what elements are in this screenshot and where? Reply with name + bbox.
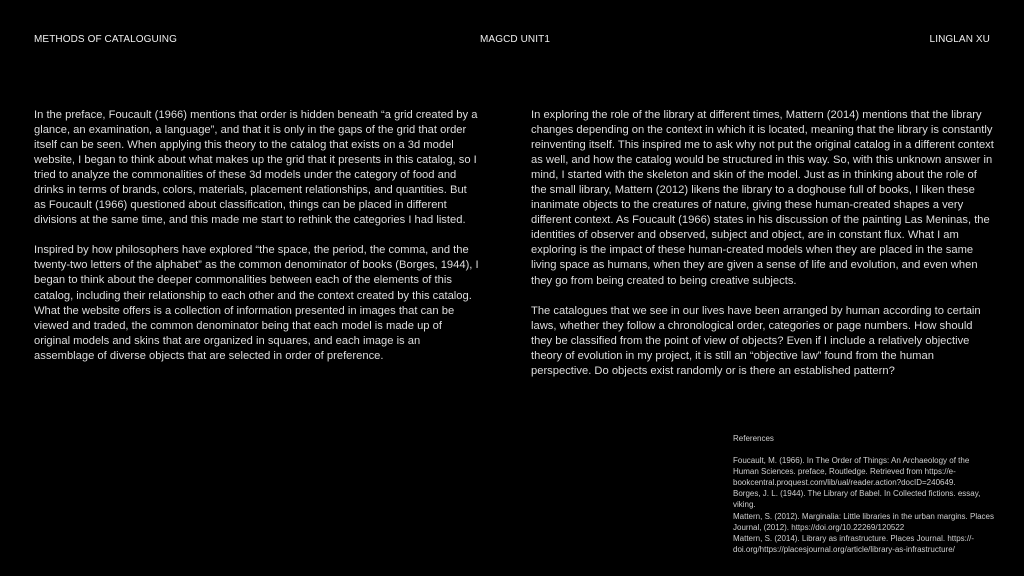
reference-entry: Mattern, S. (2014). Library as infrastructure. Places Journal. https://-doi.org/https://placesjournal.org/article/library-as-infrastructure/ bbox=[733, 533, 974, 554]
reference-entry: Foucault, M. (1966). In The Order of Things: An Archaeology of the Human Sciences. preface, Routledge. Retrieved from https://e-bookcentral.proquest.com/lib/ual/reader.action?docID=240649. bbox=[733, 456, 970, 488]
left-paragraph-2: Inspired by how philosophers have explored “the space, the period, the comma, and the twenty-two letters of the alphabet” as the common denominator of books (Borges, 1944), I began to think about the deeper commonalities between each of the elements of this catalog, including their relationship to each other and the context created by this catalog. What the website offers is a collection of information presented in images that can be viewed and traded, the common denominator being that each model is made up of original models and skins that are organized in squares, and each image is an assemblage of diverse objects that are selected in order of preference. bbox=[34, 244, 479, 362]
right-column bbox=[531, 108, 994, 394]
reference-entry: Mattern, S. (2012). Marginalia: Little libraries in the urban margins. Places Journal, (2012). https://doi.org/10.22269/120522 bbox=[733, 511, 995, 532]
references-section bbox=[733, 433, 995, 555]
header-center-title: MAGCD UNIT1 bbox=[480, 34, 550, 45]
right-paragraph-1: In exploring the role of the library at different times, Mattern (2014) mentions that the library changes depending on the context in which it is located, meaning that the library is constantly reinventing itself. This inspired me to ask why not put the original catalog in a different context as well, and how the catalog would be structured in this way. So, with this unknown answer in mind, I started with the skeleton and skin of the model. Just as in thinking about the role of the small library, Mattern (2012) likens the library to a doghouse full of books, I liken these inanimate objects to the creatures of nature, giving these human-created shapes a very different context. As Foucault (1966) states in his discussion of the painting Las Meninas, the identities of observer and observed, subject and object, are in constant flux. What I am exploring is the impact of these human-created models when they are placed in the same living space as humans, when they are given a sense of life and evolution, and even when they go from being created to being creative subjects. bbox=[531, 109, 994, 287]
left-paragraph-1: In the preface, Foucault (1966) mentions that order is hidden beneath “a grid created by a glance, an examination, a language”, and that it is only in the gaps of the grid that order itself can be seen. When applying this theory to the catalog that exists on a 3d model website, I began to think about what makes up the grid that it presents in this catalog, so I tried to analyze the commonalities of these 3d models under the category of food and drinks in terms of brands, colors, materials, placement relationships, and quantities. But as Foucault (1966) questioned about classification, things can be placed in different divisions at the same time, and this made me start to rethink the categories I had listed. bbox=[34, 109, 478, 227]
left-column bbox=[34, 108, 479, 379]
header-author: LINGLAN XU bbox=[929, 34, 990, 45]
reference-entry: Borges, J. L. (1944). The Library of Babel. In Collected fictions. essay, viking. bbox=[733, 489, 981, 510]
right-paragraph-2: The catalogues that we see in our lives have been arranged by human according to certain laws, whether they follow a chronological order, categories or page numbers. How should they be classified from the point of view of objects? Even if I include a relatively objective theory of evolution in my project, it is still an “objective law” found from the human perspective. Do objects exist randomly or is there an established pattern? bbox=[531, 304, 981, 377]
header-left-title: METHODS OF CATALOGUING bbox=[34, 34, 177, 45]
references-title: References bbox=[733, 434, 774, 443]
